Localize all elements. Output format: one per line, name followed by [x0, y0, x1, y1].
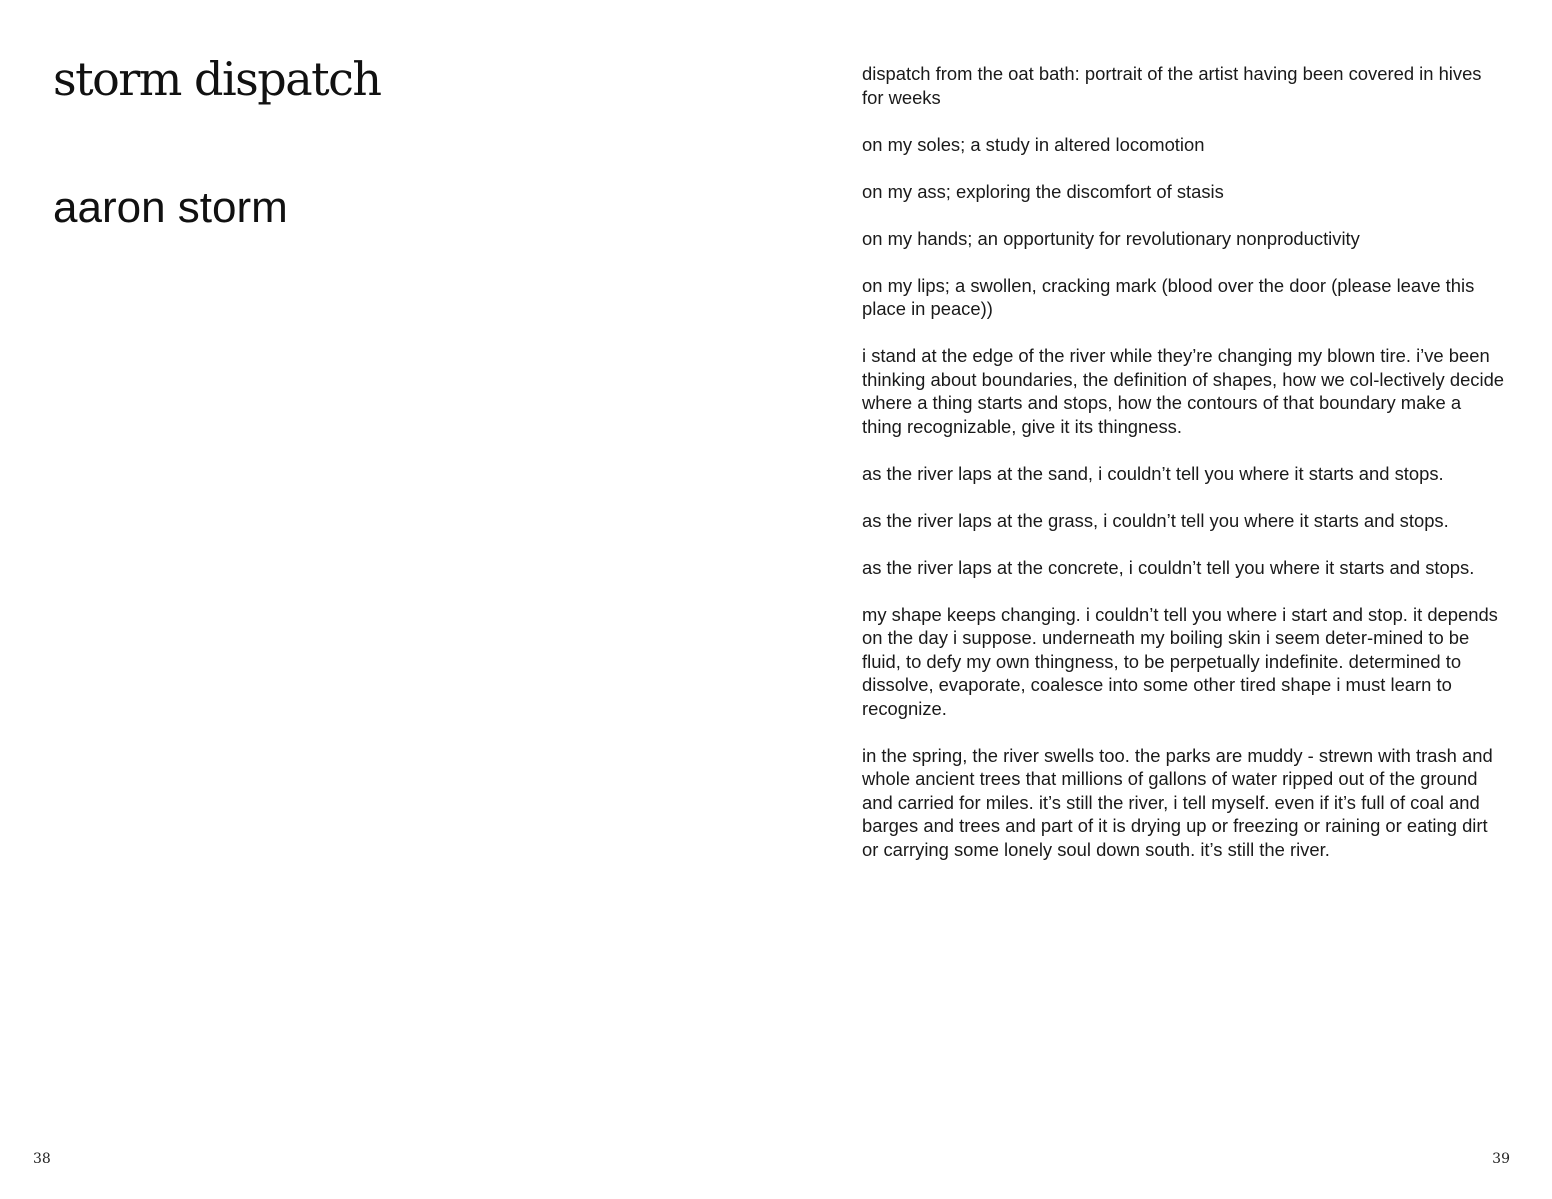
paragraph: my shape keeps changing. i couldn’t tell you where i start and stop. it depends on the day i suppose. underneath my boiling skin i seem deter-mined to be fluid, to defy my own thingness, to be perpetually indefinite. determined to dissolve, evaporate, coalesce into some other tired shape i must learn to recognize.: [862, 603, 1498, 719]
author-name: aaron storm: [53, 183, 288, 232]
paragraph: on my ass; exploring the discomfort of stasis: [862, 180, 1224, 202]
paragraph: as the river laps at the concrete, i couldn’t tell you where it starts and stops.: [862, 556, 1475, 578]
paragraph: i stand at the edge of the river while they’re changing my blown tire. i’ve been thinking about boundaries, the definition of shapes, how we col-lectively decide where a thing starts and stops, how the contours of that boundary make a thing recognizable, give it its thingness.: [862, 345, 1505, 437]
paragraph: as the river laps at the sand, i couldn’t tell you where it starts and stops.: [862, 462, 1444, 484]
body-text: [862, 62, 1506, 861]
page-number-left: 38: [33, 1151, 51, 1167]
paragraph: as the river laps at the grass, i couldn’t tell you where it starts and stops.: [862, 509, 1449, 531]
right-page: [776, 0, 1552, 1199]
paragraph: on my lips; a swollen, cracking mark (blood over the door (please leave this place in peace)): [862, 274, 1475, 319]
paragraph: on my soles; a study in altered locomotion: [862, 133, 1205, 155]
piece-title: storm dispatch: [53, 52, 381, 106]
paragraph: in the spring, the river swells too. the parks are muddy - strewn with trash and whole ancient trees that millions of gallons of water ripped out of the ground and carried for miles. it’s still the river, i tell myself. even if it’s full of coal and barges and trees and part of it is drying up or freezing or raining or eating dirt or carrying some lonely soul down south. it’s still the river.: [862, 744, 1493, 860]
paragraph: dispatch from the oat bath: portrait of the artist having been covered in hives for weeks: [862, 63, 1482, 108]
paragraph: on my hands; an opportunity for revolutionary nonproductivity: [862, 227, 1360, 249]
page-number-right: 39: [1492, 1151, 1510, 1167]
